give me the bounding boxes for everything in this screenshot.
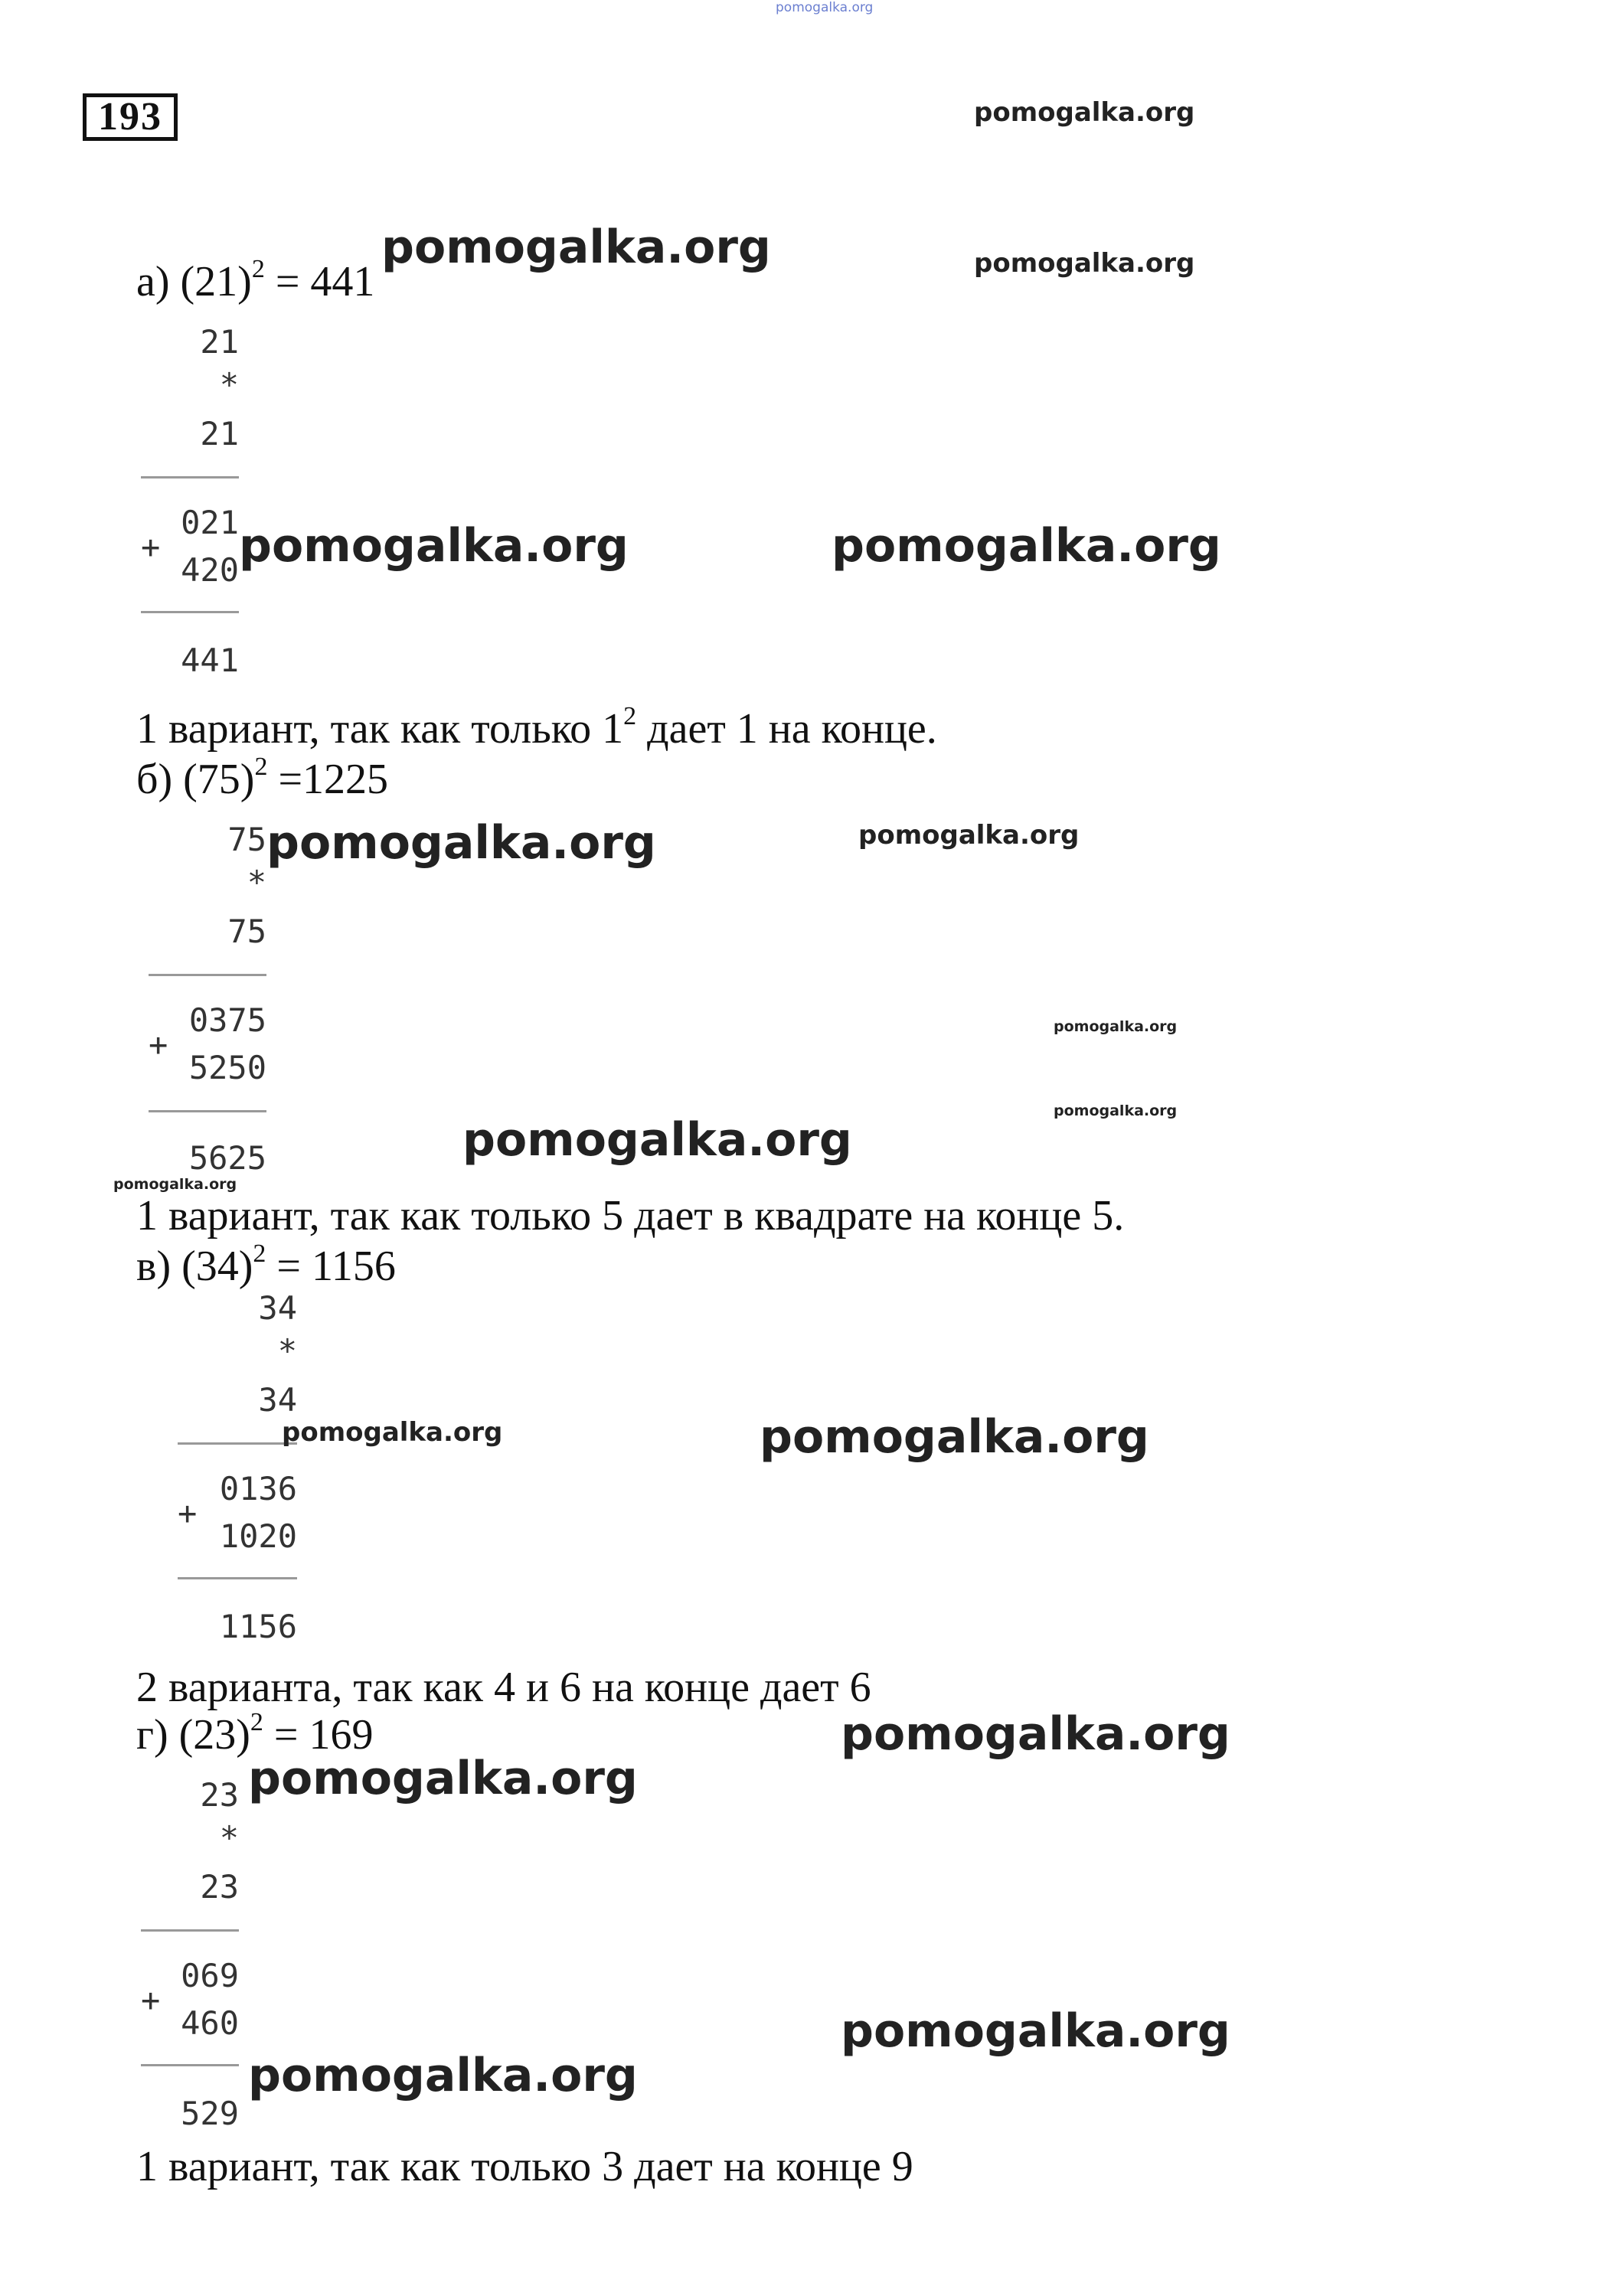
calc-rule	[178, 1442, 297, 1445]
conclusion-c: 2 варианта, так как 4 и 6 на конце дает 6	[136, 1664, 871, 1711]
calc-rule	[149, 1110, 266, 1112]
calc-b-operand2: 75	[227, 913, 266, 950]
watermark: pomogalka.org	[248, 2049, 638, 2102]
calc-b-operand1: 75	[227, 821, 266, 858]
conclusion-d: 1 вариант, так как только 3 дает на конце 9	[136, 2143, 913, 2190]
equation-a: а) $(21)^2 = 441$	[136, 255, 375, 305]
calc-c-partial2: 1020	[219, 1517, 297, 1555]
watermark: pomogalka.org	[248, 1752, 638, 1805]
calc-rule	[141, 476, 239, 478]
calc-d-partial2: 460	[181, 2004, 239, 2042]
equation-b: б) $(75)^2 =1225$	[136, 753, 389, 803]
calc-c-operator: *	[277, 1332, 297, 1370]
calc-d-plus: +	[141, 1981, 161, 2019]
watermark: pomogalka.org	[266, 816, 656, 870]
equation-c: в) $(34)^2 = 1156$	[136, 1239, 396, 1290]
calc-c-plus: +	[178, 1494, 198, 1532]
calc-d-operand1: 23	[200, 1776, 239, 1814]
conclusion-a: 1 вариант, так как только $1^2$ дает 1 на конце.	[136, 702, 937, 753]
watermark: pomogalka.org	[113, 1176, 237, 1193]
conclusion-b: 1 вариант, так как только 5 дает в квадрате на конце 5.	[136, 1192, 1125, 1239]
calc-rule	[141, 1929, 239, 1932]
watermark: pomogalka.org	[974, 248, 1195, 279]
calc-c-result: 1156	[219, 1608, 297, 1645]
watermark: pomogalka.org	[1054, 1102, 1178, 1119]
calc-b-plus: +	[149, 1026, 168, 1063]
calc-a-operand2: 21	[200, 415, 239, 452]
watermark: pomogalka.org	[776, 0, 874, 15]
calc-b-result: 5625	[188, 1139, 266, 1177]
watermark: pomogalka.org	[832, 519, 1221, 573]
calc-a-partial1: 021	[181, 504, 239, 541]
calc-b-partial1: 0375	[188, 1001, 266, 1039]
calc-c-operand2: 34	[258, 1381, 297, 1419]
watermark: pomogalka.org	[858, 820, 1080, 851]
calc-rule	[149, 974, 266, 976]
calc-rule	[141, 2064, 239, 2066]
calc-d-result: 529	[181, 2095, 239, 2132]
calc-rule	[141, 611, 239, 613]
watermark: pomogalka.org	[760, 1410, 1149, 1464]
calc-a-operator: *	[219, 366, 239, 403]
watermark: pomogalka.org	[1054, 1018, 1178, 1035]
calc-a-partial2: 420	[181, 551, 239, 589]
calc-d-partial1: 069	[181, 1957, 239, 1994]
watermark: pomogalka.org	[462, 1113, 852, 1167]
calc-a-result: 441	[181, 642, 239, 679]
watermark: pomogalka.org	[381, 220, 771, 274]
watermark: pomogalka.org	[974, 97, 1195, 128]
calc-a-operand1: 21	[200, 323, 239, 361]
equation-d: г) $(23)^2 = 169$	[136, 1708, 374, 1759]
watermark: pomogalka.org	[841, 2004, 1230, 2058]
calc-c-partial1: 0136	[219, 1470, 297, 1507]
calc-a-plus: +	[141, 528, 161, 566]
calc-c-operand1: 34	[258, 1289, 297, 1327]
watermark: pomogalka.org	[841, 1707, 1230, 1761]
calc-b-operator: *	[247, 864, 266, 901]
problem-number: 193	[83, 93, 178, 141]
watermark: pomogalka.org	[282, 1417, 503, 1448]
calc-d-operator: *	[219, 1819, 239, 1857]
calc-d-operand2: 23	[200, 1868, 239, 1906]
calc-b-partial2: 5250	[188, 1049, 266, 1086]
watermark: pomogalka.org	[239, 519, 629, 573]
calc-rule	[178, 1577, 297, 1579]
